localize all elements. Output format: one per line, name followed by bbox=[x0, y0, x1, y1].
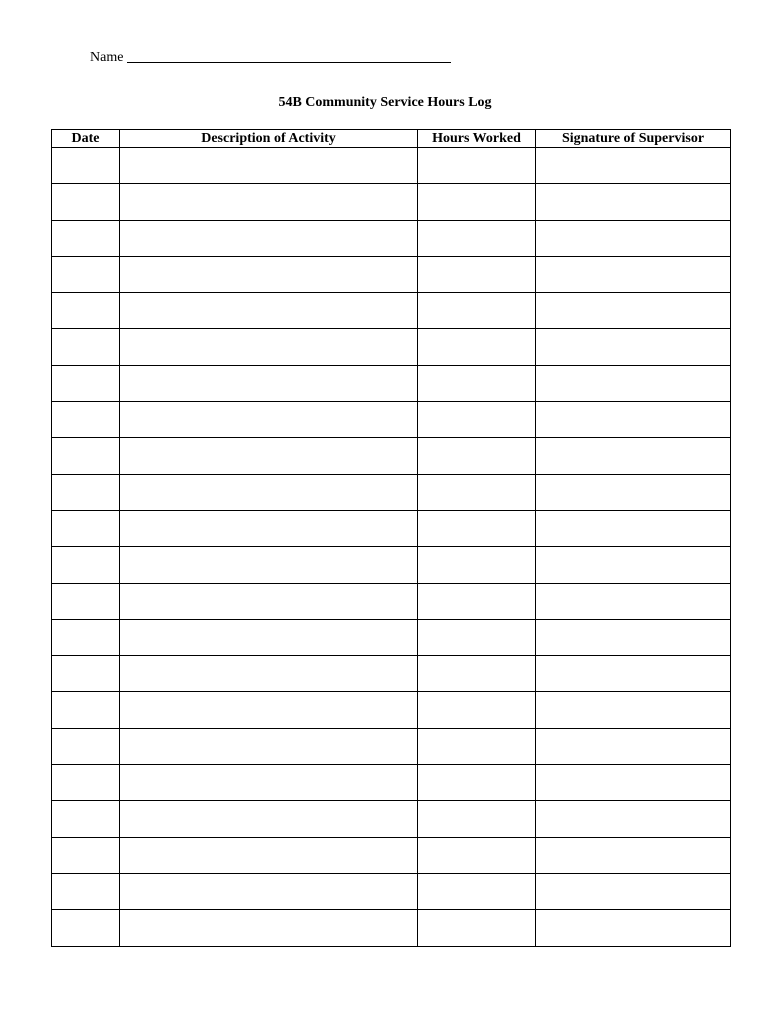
table-row bbox=[52, 692, 731, 728]
date-cell[interactable] bbox=[52, 619, 120, 655]
table-row bbox=[52, 837, 731, 873]
hours-cell[interactable] bbox=[418, 873, 536, 909]
description-cell[interactable] bbox=[120, 583, 418, 619]
signature-cell[interactable] bbox=[536, 583, 731, 619]
description-cell[interactable] bbox=[120, 220, 418, 256]
hours-cell[interactable] bbox=[418, 510, 536, 546]
column-header-hours: Hours Worked bbox=[418, 130, 536, 148]
description-cell[interactable] bbox=[120, 656, 418, 692]
date-cell[interactable] bbox=[52, 765, 120, 801]
table-row bbox=[52, 293, 731, 329]
hours-cell[interactable] bbox=[418, 728, 536, 764]
hours-log-table bbox=[51, 129, 731, 947]
date-cell[interactable] bbox=[52, 365, 120, 401]
table-row bbox=[52, 402, 731, 438]
description-cell[interactable] bbox=[120, 837, 418, 873]
hours-cell[interactable] bbox=[418, 837, 536, 873]
date-cell[interactable] bbox=[52, 547, 120, 583]
hours-cell[interactable] bbox=[418, 765, 536, 801]
column-header-description: Description of Activity bbox=[120, 130, 418, 148]
description-cell[interactable] bbox=[120, 148, 418, 184]
signature-cell[interactable] bbox=[536, 510, 731, 546]
description-cell[interactable] bbox=[120, 801, 418, 837]
date-cell[interactable] bbox=[52, 148, 120, 184]
description-cell[interactable] bbox=[120, 910, 418, 946]
signature-cell[interactable] bbox=[536, 256, 731, 292]
hours-cell[interactable] bbox=[418, 148, 536, 184]
table-row bbox=[52, 547, 731, 583]
signature-cell[interactable] bbox=[536, 438, 731, 474]
date-cell[interactable] bbox=[52, 692, 120, 728]
hours-cell[interactable] bbox=[418, 656, 536, 692]
table-row bbox=[52, 619, 731, 655]
table-row bbox=[52, 474, 731, 510]
hours-cell[interactable] bbox=[418, 220, 536, 256]
date-cell[interactable] bbox=[52, 256, 120, 292]
date-cell[interactable] bbox=[52, 873, 120, 909]
table-row bbox=[52, 510, 731, 546]
name-field-line bbox=[90, 46, 451, 68]
hours-cell[interactable] bbox=[418, 438, 536, 474]
description-cell[interactable] bbox=[120, 402, 418, 438]
hours-cell[interactable] bbox=[418, 474, 536, 510]
signature-cell[interactable] bbox=[536, 329, 731, 365]
description-cell[interactable] bbox=[120, 728, 418, 764]
hours-cell[interactable] bbox=[418, 329, 536, 365]
description-cell[interactable] bbox=[120, 692, 418, 728]
description-cell[interactable] bbox=[120, 365, 418, 401]
signature-cell[interactable] bbox=[536, 765, 731, 801]
hours-cell[interactable] bbox=[418, 256, 536, 292]
table-row bbox=[52, 728, 731, 764]
signature-cell[interactable] bbox=[536, 837, 731, 873]
signature-cell[interactable] bbox=[536, 547, 731, 583]
description-cell[interactable] bbox=[120, 329, 418, 365]
table-row bbox=[52, 910, 731, 946]
date-cell[interactable] bbox=[52, 184, 120, 220]
signature-cell[interactable] bbox=[536, 474, 731, 510]
signature-cell[interactable] bbox=[536, 656, 731, 692]
hours-cell[interactable] bbox=[418, 619, 536, 655]
hours-cell[interactable] bbox=[418, 801, 536, 837]
hours-cell[interactable] bbox=[418, 910, 536, 946]
description-cell[interactable] bbox=[120, 474, 418, 510]
table-row bbox=[52, 873, 731, 909]
table-row bbox=[52, 365, 731, 401]
name-label: Name bbox=[90, 50, 124, 65]
date-cell[interactable] bbox=[52, 510, 120, 546]
hours-cell[interactable] bbox=[418, 365, 536, 401]
table-body bbox=[52, 148, 731, 947]
hours-cell[interactable] bbox=[418, 583, 536, 619]
description-cell[interactable] bbox=[120, 547, 418, 583]
table-row bbox=[52, 765, 731, 801]
table-row bbox=[52, 220, 731, 256]
date-cell[interactable] bbox=[52, 801, 120, 837]
date-cell[interactable] bbox=[52, 837, 120, 873]
description-cell[interactable] bbox=[120, 438, 418, 474]
date-cell[interactable] bbox=[52, 293, 120, 329]
description-cell[interactable] bbox=[120, 293, 418, 329]
description-cell[interactable] bbox=[120, 510, 418, 546]
table-row bbox=[52, 438, 731, 474]
description-cell[interactable] bbox=[120, 873, 418, 909]
description-cell[interactable] bbox=[120, 184, 418, 220]
column-header-date: Date bbox=[52, 130, 120, 148]
signature-cell[interactable] bbox=[536, 184, 731, 220]
signature-cell[interactable] bbox=[536, 619, 731, 655]
table-row bbox=[52, 329, 731, 365]
date-cell[interactable] bbox=[52, 438, 120, 474]
hours-cell[interactable] bbox=[418, 402, 536, 438]
signature-cell[interactable] bbox=[536, 148, 731, 184]
document-title: 54B Community Service Hours Log bbox=[278, 95, 492, 110]
table-row bbox=[52, 583, 731, 619]
hours-cell[interactable] bbox=[418, 293, 536, 329]
table-row bbox=[52, 656, 731, 692]
date-cell[interactable] bbox=[52, 656, 120, 692]
table-header-row bbox=[52, 130, 731, 148]
description-cell[interactable] bbox=[120, 256, 418, 292]
table-row bbox=[52, 148, 731, 184]
signature-cell[interactable] bbox=[536, 910, 731, 946]
date-cell[interactable] bbox=[52, 329, 120, 365]
signature-cell[interactable] bbox=[536, 293, 731, 329]
date-cell[interactable] bbox=[52, 583, 120, 619]
signature-cell[interactable] bbox=[536, 365, 731, 401]
signature-cell[interactable] bbox=[536, 728, 731, 764]
hours-cell[interactable] bbox=[418, 184, 536, 220]
signature-cell[interactable] bbox=[536, 692, 731, 728]
description-cell[interactable] bbox=[120, 765, 418, 801]
date-cell[interactable] bbox=[52, 220, 120, 256]
hours-cell[interactable] bbox=[418, 692, 536, 728]
table-row bbox=[52, 256, 731, 292]
date-cell[interactable] bbox=[52, 728, 120, 764]
date-cell[interactable] bbox=[52, 402, 120, 438]
date-cell[interactable] bbox=[52, 474, 120, 510]
table-row bbox=[52, 184, 731, 220]
signature-cell[interactable] bbox=[536, 873, 731, 909]
table-row bbox=[52, 801, 731, 837]
column-header-signature: Signature of Supervisor bbox=[536, 130, 731, 148]
name-blank-line[interactable] bbox=[127, 48, 451, 63]
signature-cell[interactable] bbox=[536, 402, 731, 438]
date-cell[interactable] bbox=[52, 910, 120, 946]
signature-cell[interactable] bbox=[536, 801, 731, 837]
signature-cell[interactable] bbox=[536, 220, 731, 256]
description-cell[interactable] bbox=[120, 619, 418, 655]
hours-cell[interactable] bbox=[418, 547, 536, 583]
